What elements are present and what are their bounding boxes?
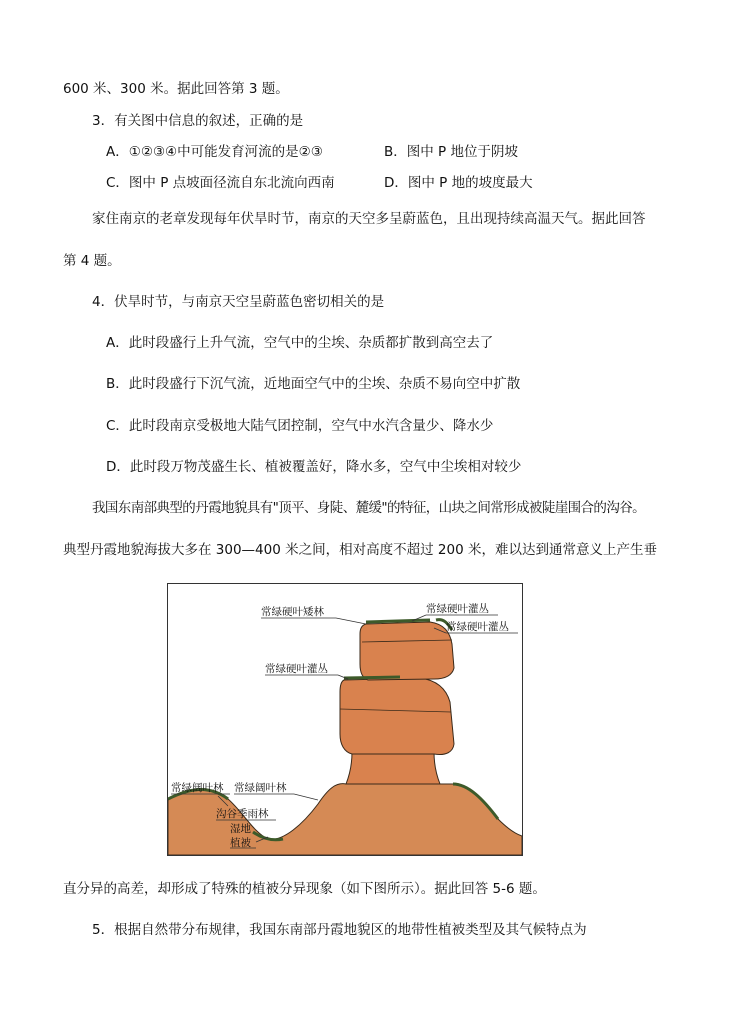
rock-neck <box>346 752 440 784</box>
q3-option-d: D．图中 P 地的坡度最大 <box>384 175 533 191</box>
rock-lower-block <box>340 678 454 755</box>
label-top-right2: 常绿硬叶灌丛 <box>446 621 509 633</box>
danxia-vegetation-figure <box>167 583 523 856</box>
paragraph-danxia-line3: 直分异的高差，却形成了特殊的植被分异现象（如下图所示）。据此回答 5-6 题。 <box>63 881 546 897</box>
q3-option-b: B．图中 P 地位于阴坡 <box>384 144 518 160</box>
label-wetland-1: 湿地 <box>230 823 251 835</box>
label-wetland-2: 植被 <box>230 837 251 849</box>
q5-stem: 5．根据自然带分布规律，我国东南部丹霞地貌区的地带性植被类型及其气候特点为 <box>92 922 587 938</box>
label-top-left: 常绿硬叶矮林 <box>261 606 324 618</box>
label-base-mid: 常绿阔叶林 <box>234 782 287 794</box>
q4-option-c: C．此时段南京受极地大陆气团控制，空气中水汽含量少、降水少 <box>106 418 494 434</box>
q4-option-d: D．此时段万物茂盛生长、植被覆盖好，降水多，空气中尘埃相对较少 <box>106 459 522 475</box>
paragraph-nanjing-line1: 家住南京的老章发现每年伏旱时节，南京的天空多呈蔚蓝色，且出现持续高温天气。据此回答 <box>92 211 646 227</box>
line-600m: 600 米、300 米。据此回答第 3 题。 <box>63 81 289 97</box>
q4-option-a: A．此时段盛行上升气流，空气中的尘埃、杂质都扩散到高空去了 <box>106 335 494 351</box>
q3-option-a: A．①②③④中可能发育河流的是②③ <box>106 144 323 160</box>
vegetation-ledge <box>344 677 400 678</box>
label-valley: 沟谷季雨林 <box>216 808 269 820</box>
q4-stem: 4．伏旱时节，与南京天空呈蔚蓝色密切相关的是 <box>92 294 385 310</box>
leader-base-mid <box>294 794 318 800</box>
q3-option-c: C．图中 P 点坡面径流自东北流向西南 <box>106 175 335 191</box>
danxia-diagram <box>168 584 522 855</box>
q4-option-b: B．此时段盛行下沉气流，近地面空气中的尘埃、杂质不易向空中扩散 <box>106 376 521 392</box>
label-mid: 常绿硬叶灌丛 <box>265 663 328 675</box>
label-base-left: 常绿阔叶林 <box>171 782 224 794</box>
paragraph-nanjing-line2: 第 4 题。 <box>63 253 121 269</box>
paragraph-danxia-line2: 典型丹霞地貌海拔大多在 300—400 米之间，相对高度不超过 200 米，难以达到通常意义上产生垂 <box>63 542 657 558</box>
vegetation-cap <box>366 620 430 622</box>
label-top-right1: 常绿硬叶灌丛 <box>426 603 489 615</box>
q3-stem: 3．有关图中信息的叙述，正确的是 <box>92 113 304 129</box>
leader-top-left <box>336 618 366 624</box>
paragraph-danxia-line1: 我国东南部典型的丹霞地貌具有"顶平、身陡、麓缓"的特征，山块之间常形成被陡崖围合的沟谷。 <box>92 500 646 516</box>
